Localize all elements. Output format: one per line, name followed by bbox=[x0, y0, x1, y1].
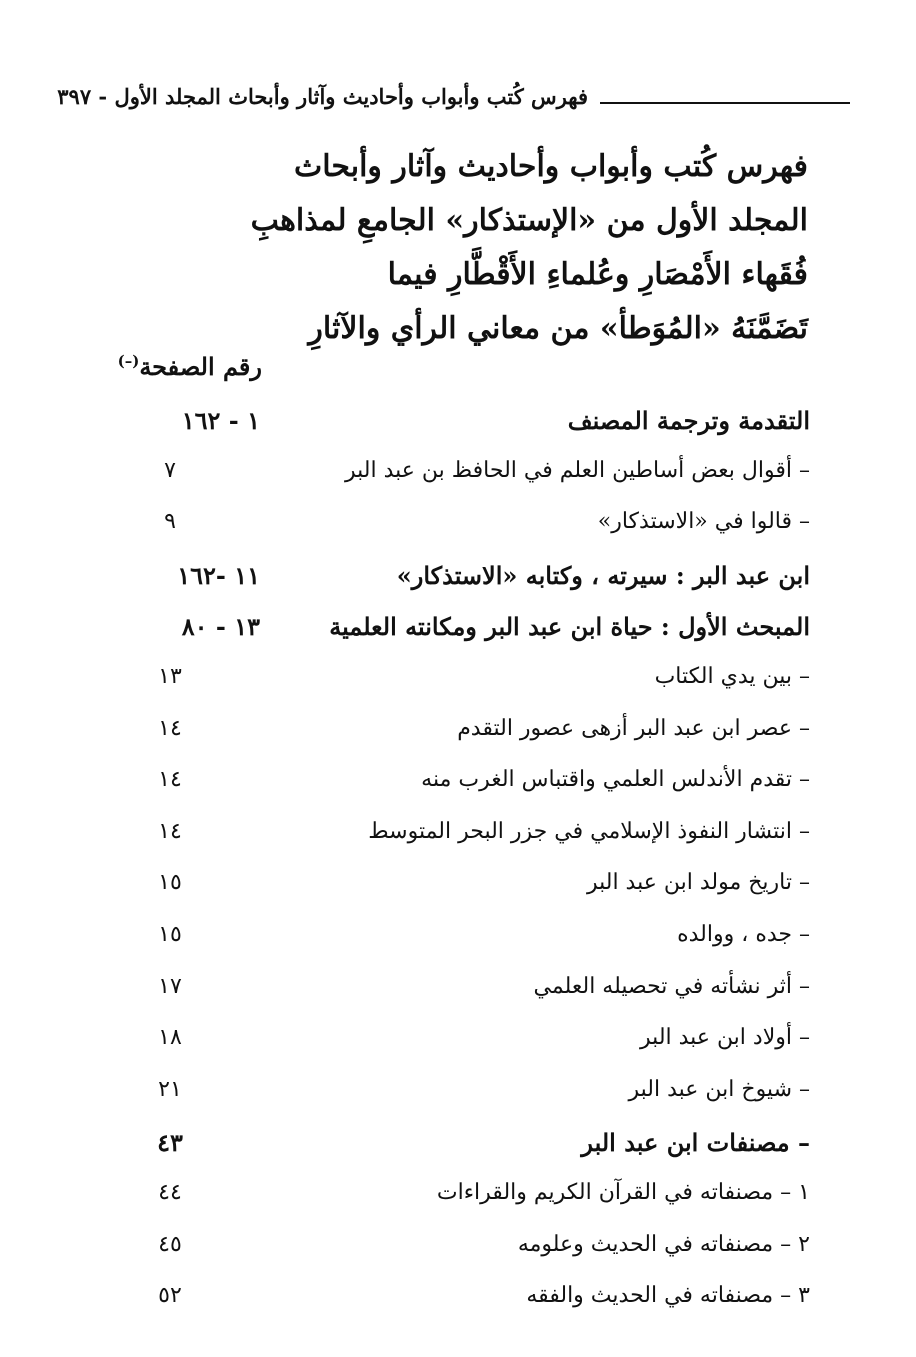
toc-entry-title: – أثر نشأته في تحصيله العلمي bbox=[533, 973, 810, 999]
toc-entry[interactable] bbox=[80, 757, 810, 809]
toc-entry[interactable] bbox=[80, 1015, 810, 1067]
toc-entry[interactable] bbox=[80, 964, 810, 1016]
toc-entry[interactable] bbox=[80, 499, 810, 551]
toc-entry-title: – قالوا في «الاستذكار» bbox=[597, 509, 810, 535]
toc-entry-title: – انتشار النفوذ الإسلامي في جزر البحر المتوسط bbox=[368, 818, 810, 844]
toc-entry-title: – أقوال بعض أساطين العلم في الحافظ بن عبد البر bbox=[345, 457, 810, 483]
toc-entry-title: ابن عبد البر : سيرته ، وكتابه «الاستذكار» bbox=[396, 560, 810, 590]
toc-entry[interactable] bbox=[80, 860, 810, 912]
toc-entry-page-range: ٢١ bbox=[158, 1076, 182, 1102]
title-line: فُقَهاء الأَمْصَارِ وعُلماءِ الأَقْطَّارِ فيما bbox=[387, 257, 808, 292]
toc-entry[interactable] bbox=[80, 912, 810, 964]
toc-entry-page-range: ١٧ bbox=[158, 973, 182, 999]
toc-entry[interactable] bbox=[80, 602, 810, 654]
table-of-contents bbox=[80, 396, 810, 1325]
toc-entry-title: ٣ – مصنفاته في الحديث والفقه bbox=[526, 1283, 810, 1309]
toc-entry-title: التقدمة وترجمة المصنف bbox=[567, 406, 810, 435]
toc-entry[interactable] bbox=[80, 1222, 810, 1274]
running-head bbox=[57, 84, 850, 124]
toc-entry[interactable] bbox=[80, 396, 810, 448]
page-number-label: رقم الصفحة bbox=[139, 352, 262, 381]
toc-entry-page-range: ١٥ bbox=[158, 870, 182, 896]
toc-entry-title: المبحث الأول : حياة ابن عبد البر ومكانته العلمية bbox=[329, 612, 810, 642]
toc-entry-page-range: ٤٥ bbox=[158, 1231, 182, 1257]
running-head-text: فهرس كُتب وأبواب وأحاديث وآثار وأبحاث المجلد الأول - ٣٩٧ bbox=[57, 84, 588, 109]
toc-entry-page-range: ٤٤ bbox=[158, 1179, 182, 1205]
header-rule bbox=[600, 102, 850, 104]
toc-entry-title: ١ – مصنفاته في القرآن الكريم والقراءات bbox=[436, 1179, 810, 1205]
toc-entry[interactable] bbox=[80, 551, 810, 603]
footnote-marker: (–) bbox=[117, 352, 140, 370]
toc-entry-title: – جده ، ووالده bbox=[677, 921, 810, 947]
page-number-column-header bbox=[72, 352, 262, 381]
toc-entry-page-range: ١٨ bbox=[158, 1025, 182, 1051]
toc-entry-title: – مصنفات ابن عبد البر bbox=[581, 1128, 810, 1158]
toc-entry[interactable] bbox=[80, 1067, 810, 1119]
toc-entry[interactable] bbox=[80, 1118, 810, 1170]
index-title bbox=[248, 140, 808, 356]
toc-entry-title: – بين يدي الكتاب bbox=[654, 663, 810, 689]
toc-entry-page-range: ١٣ bbox=[158, 663, 182, 689]
toc-entry-title: ٢ – مصنفاته في الحديث وعلومه bbox=[517, 1231, 810, 1257]
toc-entry[interactable] bbox=[80, 706, 810, 758]
toc-entry[interactable] bbox=[80, 1273, 810, 1325]
toc-entry-page-range: ٩ bbox=[164, 509, 176, 535]
title-line: فهرس كُتب وأبواب وأحاديث وآثار وأبحاث bbox=[294, 149, 808, 184]
toc-entry[interactable] bbox=[80, 448, 810, 500]
toc-entry-page-range: ١٤ bbox=[158, 767, 182, 793]
toc-entry-page-range: ٥٢ bbox=[158, 1283, 182, 1309]
toc-entry-page-range: ١٥ bbox=[158, 921, 182, 947]
toc-entry-page-range: ١٤ bbox=[158, 818, 182, 844]
toc-entry-page-range: ١ - ١٦٢ bbox=[181, 406, 260, 435]
toc-entry[interactable] bbox=[80, 654, 810, 706]
toc-entry[interactable] bbox=[80, 809, 810, 861]
toc-entry-page-range: ١١ -١٦٢ bbox=[177, 560, 260, 590]
toc-entry-title: – أولاد ابن عبد البر bbox=[640, 1025, 810, 1051]
title-line: المجلد الأول من «الإستذكار» الجامعِ لمذاهبِ bbox=[250, 203, 808, 238]
toc-entry-title: – عصر ابن عبد البر أزهى عصور التقدم bbox=[457, 715, 810, 741]
toc-entry-page-range: ٧ bbox=[164, 457, 176, 483]
toc-entry-title: – تاريخ مولد ابن عبد البر bbox=[586, 870, 810, 896]
toc-entry-page-range: ١٣ - ٨٠ bbox=[181, 612, 260, 642]
toc-entry-page-range: ٤٣ bbox=[157, 1128, 183, 1158]
toc-entry[interactable] bbox=[80, 1170, 810, 1222]
toc-entry-title: – شيوخ ابن عبد البر bbox=[628, 1076, 810, 1102]
toc-entry-page-range: ١٤ bbox=[158, 715, 182, 741]
title-line: تَضَمَّنَهُ «المُوَطأ» من معاني الرأي والآثارِ bbox=[308, 311, 808, 346]
toc-entry-title: – تقدم الأندلس العلمي واقتباس الغرب منه bbox=[421, 767, 810, 793]
